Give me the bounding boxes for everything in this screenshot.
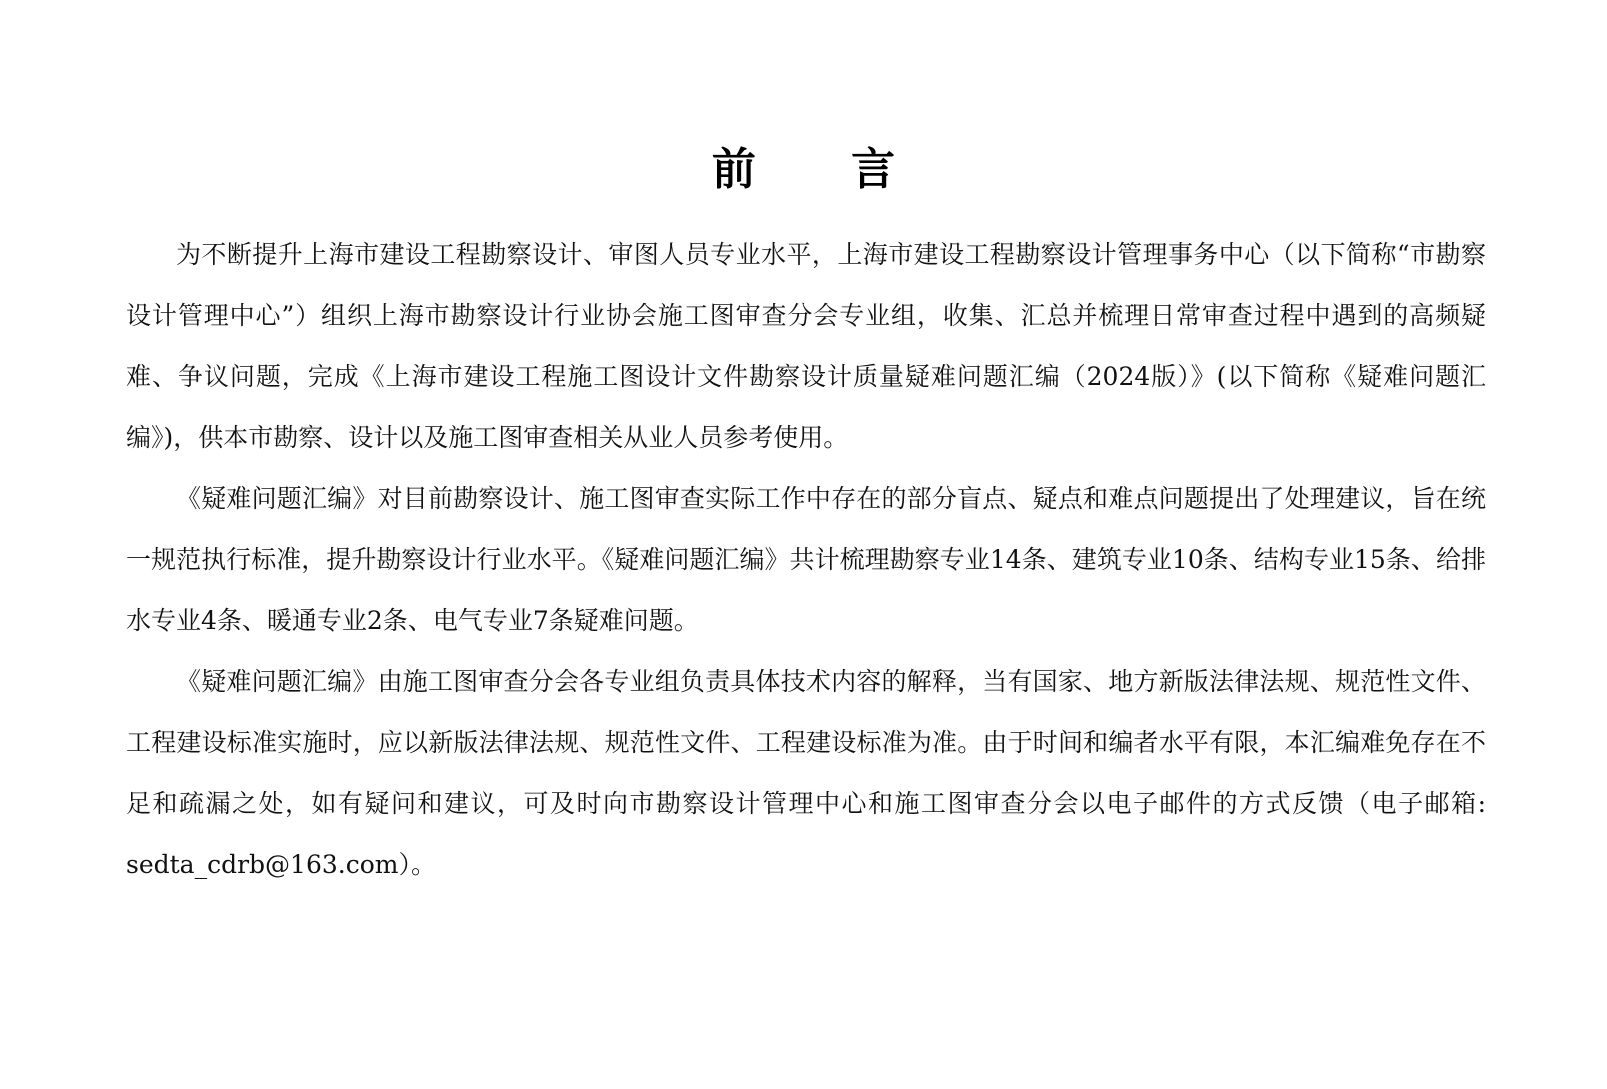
paragraph-feedback: 《疑难问题汇编》由施工图审查分会各专业组负责具体技术内容的解释，当有国家、地方新版法律法规、规范性文件、工程建设标准实施时，应以新版法律法规、规范性文件、工程建设标准为准。由于时间和编者水平有限，本汇编难免存在不足和疏漏之处，如有疑问和建议，可及时向市勘察设计管理中心和施工图审查分会以电子邮件的方式反馈（电子邮箱: sedta_cdrb@163.com）。 bbox=[126, 667, 1486, 879]
page-title: 前 言 bbox=[711, 144, 936, 195]
paragraph-intro: 为不断提升上海市建设工程勘察设计、审图人员专业水平，上海市建设工程勘察设计管理事务中心（以下简称“市勘察设计管理中心”）组织上海市勘察设计行业协会施工图审查分会专业组，收集、汇总并梳理日常审查过程中遇到的高频疑难、争议问题，完成《上海市建设工程施工图设计文件勘察设计质量疑难问题汇编（2024版）》(以下简称《疑难问题汇编》)，供本市勘察、设计以及施工图审查相关从业人员参考使用。 bbox=[126, 240, 1486, 452]
document-body bbox=[126, 224, 1486, 895]
paragraph-content-summary: 《疑难问题汇编》对目前勘察设计、施工图审查实际工作中存在的部分盲点、疑点和难点问题提出了处理建议，旨在统一规范执行标准，提升勘察设计行业水平。《疑难问题汇编》共计梳理勘察专业14条、建筑专业10条、结构专业15条、给排水专业4条、暖通专业2条、电气专业7条疑难问题。 bbox=[126, 484, 1486, 635]
